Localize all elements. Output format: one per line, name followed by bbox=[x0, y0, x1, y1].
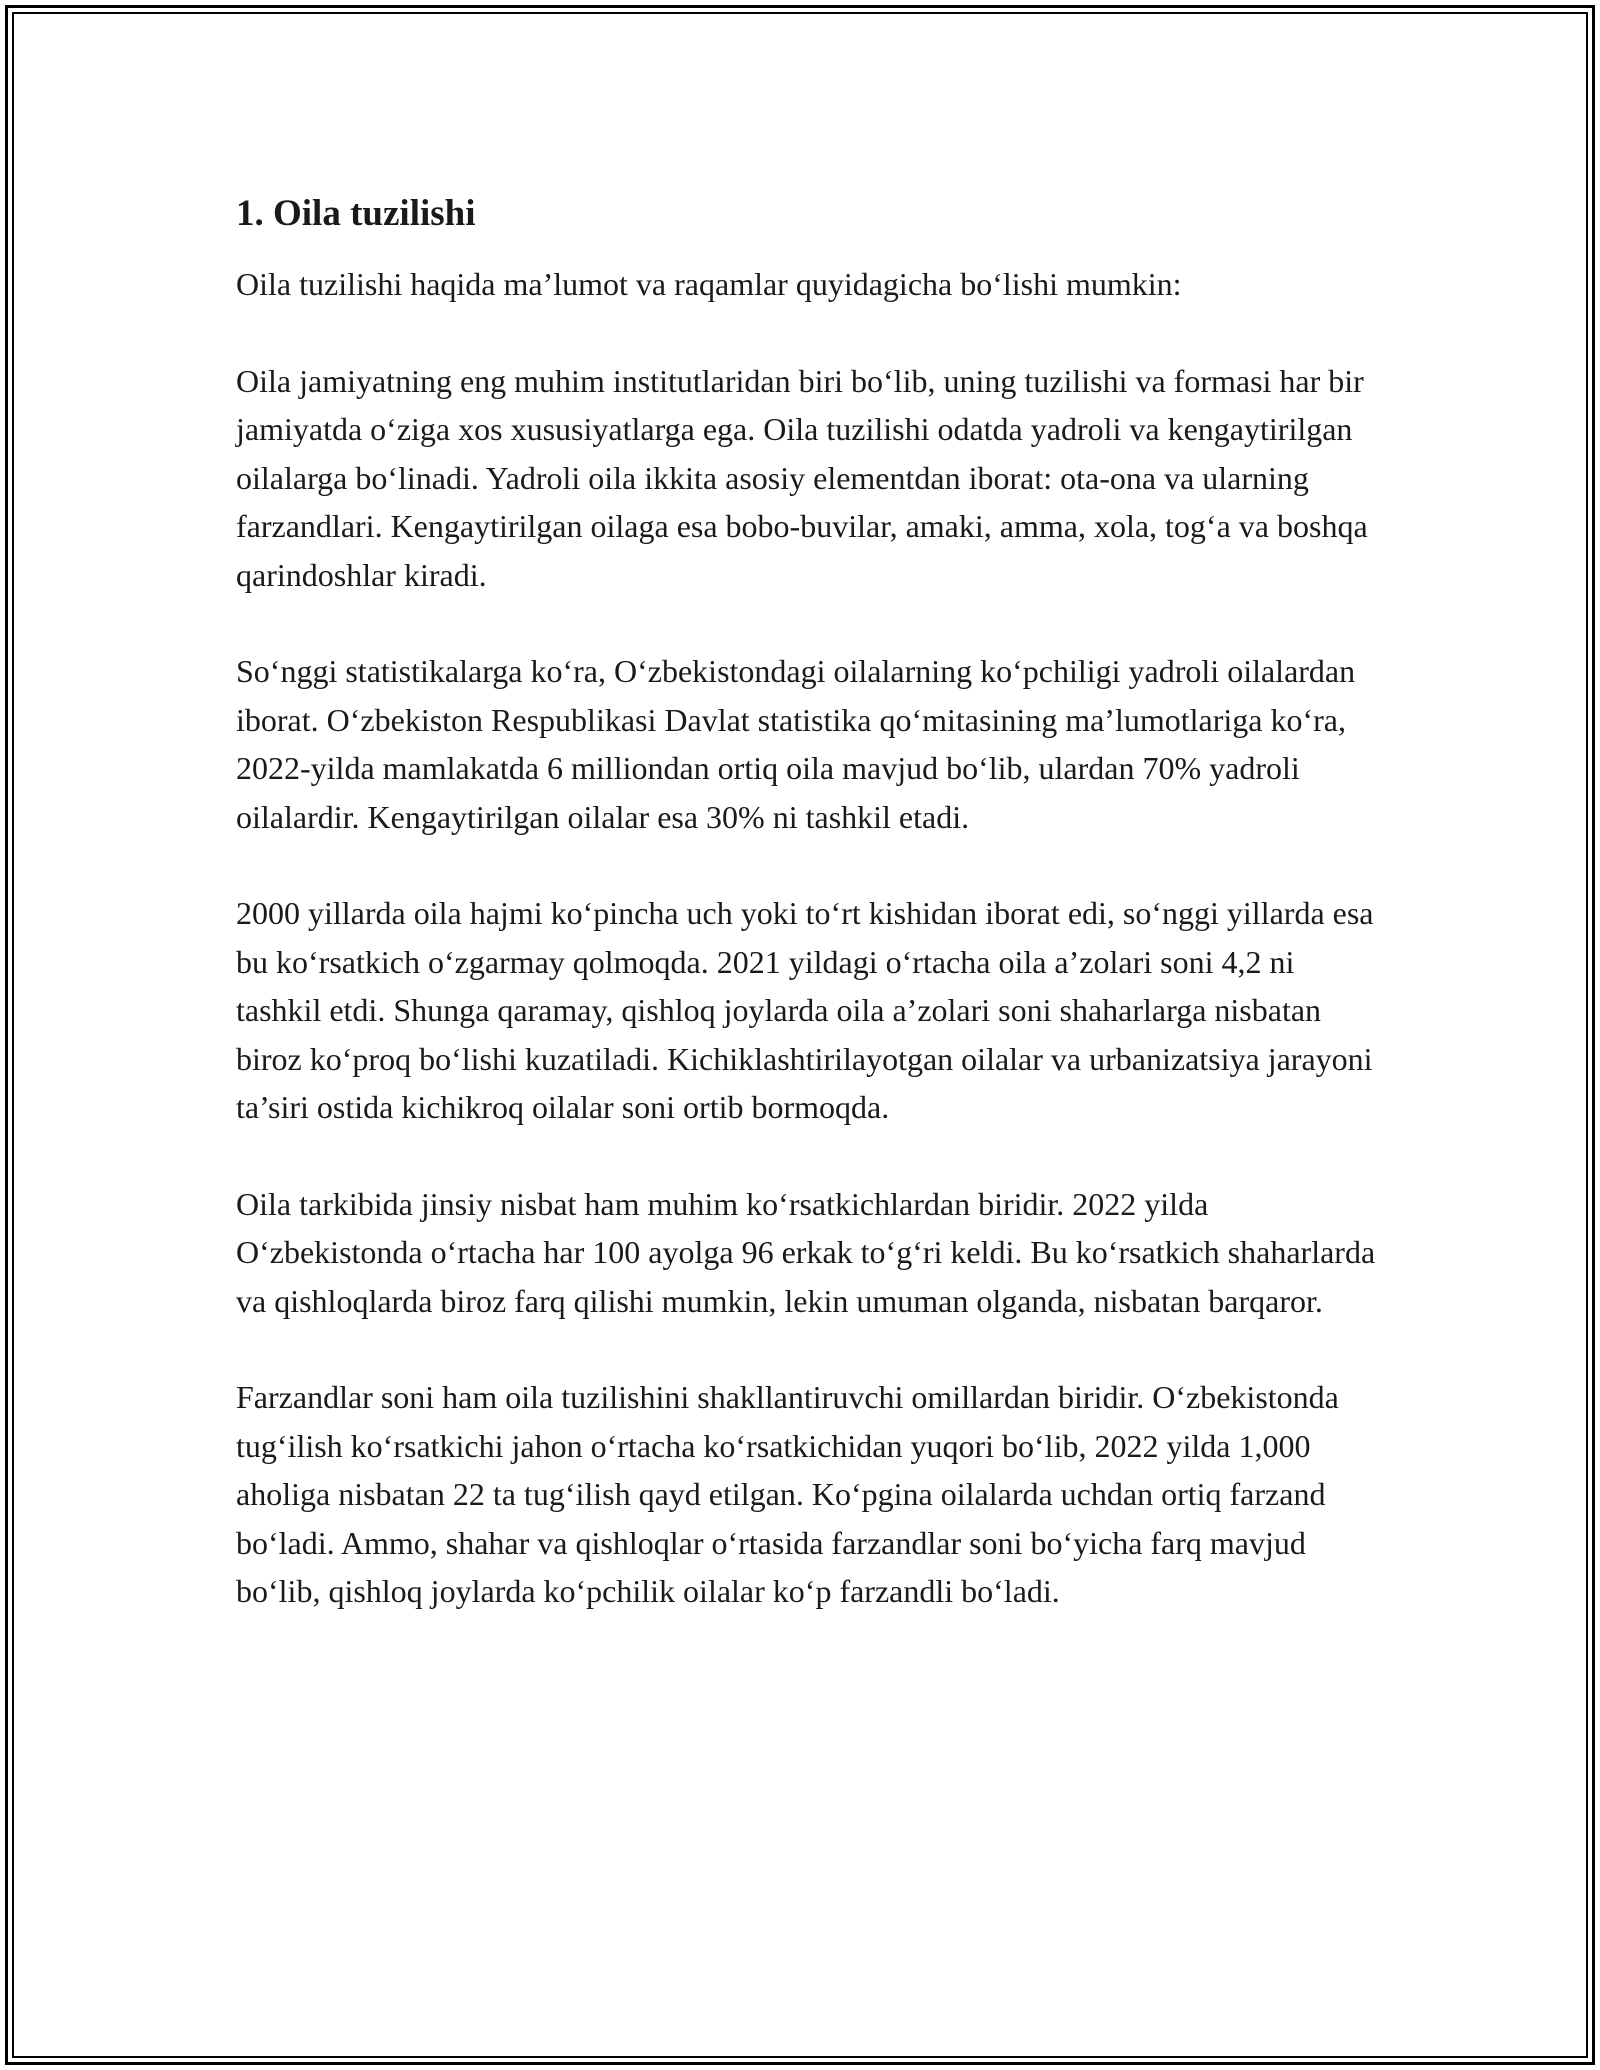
paragraph-family-types: Oila jamiyatning eng muhim institutlaridan biri bo‘lib, uning tuzilishi va formasi har bir jamiyatda o‘ziga xos xususiyatlarga ega. Oila tuzilishi odatda yadroli va kengaytirilgan oilalarga bo‘linadi. Yadroli oila ikkita asosiy elementdan iborat: ota-ona va ularning farzandlari. Kengaytirilgan oilaga esa bobo-buvilar, amaki, amma, xola, tog‘a va boshqa qarindoshlar kiradi. bbox=[236, 362, 1368, 593]
paragraph-family-size: 2000 yillarda oila hajmi ko‘pincha uch yoki to‘rt kishidan iborat edi, so‘nggi yillarda esa bu ko‘rsatkich o‘zgarmay qolmoqda. 2021 yildagi o‘rtacha oila a’zolari soni 4,2 ni tashkil etdi. Shunga qaramay, qishloq joylarda oila a’zolari soni shaharlarga nisbatan biroz ko‘proq bo‘lishi kuzatiladi. Kichiklashtirilayotgan oilalar va urbanizatsiya jarayoni ta’siri ostida kichikroq oilalar soni ortib bormoqda. bbox=[236, 895, 1374, 1125]
intro-paragraph: Oila tuzilishi haqida ma’lumot va raqamlar quyidagicha bo‘lishi mumkin: bbox=[236, 266, 1182, 302]
paragraph-children: Farzandlar soni ham oila tuzilishini shakllantiruvchi omillardan biridir. O‘zbekistonda tug‘ilish ko‘rsatkichi jahon o‘rtacha ko‘rsatkichidan yuqori bo‘lib, 2022 yilda 1,000 aholiga nisbatan 22 ta tug‘ilish qayd etilgan. Ko‘pgina oilalarda uchdan ortiq farzand bo‘ladi. Ammo, shahar va qishloqlar o‘rtasida farzandlar soni bo‘yicha farq mavjud bo‘lib, qishloq joylarda ko‘pchilik oilalar ko‘p farzandli bo‘ladi. bbox=[236, 1379, 1339, 1609]
paragraph-gender-ratio: Oila tarkibida jinsiy nisbat ham muhim ko‘rsatkichlardan biridir. 2022 yilda O‘zbekistonda o‘rtacha har 100 ayolga 96 erkak to‘g‘ri keldi. Bu ko‘rsatkich shaharlarda va qishloqlarda biroz farq qilishi mumkin, lekin umuman olganda, nisbatan barqaror. bbox=[236, 1185, 1376, 1319]
document-body bbox=[236, 188, 1376, 1664]
section-title: 1. Oila tuzilishi bbox=[236, 193, 476, 234]
paragraph-statistics: So‘nggi statistikalarga ko‘ra, O‘zbekistondagi oilalarning ko‘pchiligi yadroli oilalardan iborat. O‘zbekiston Respublikasi Davlat statistika qo‘mitasining ma’lumotlariga ko‘ra, 2022-yilda mamlakatda 6 milliondan ortiq oila mavjud bo‘lib, ulardan 70% yadroli oilalardir. Kengaytirilgan oilalar esa 30% ni tashkil etadi. bbox=[236, 653, 1356, 835]
